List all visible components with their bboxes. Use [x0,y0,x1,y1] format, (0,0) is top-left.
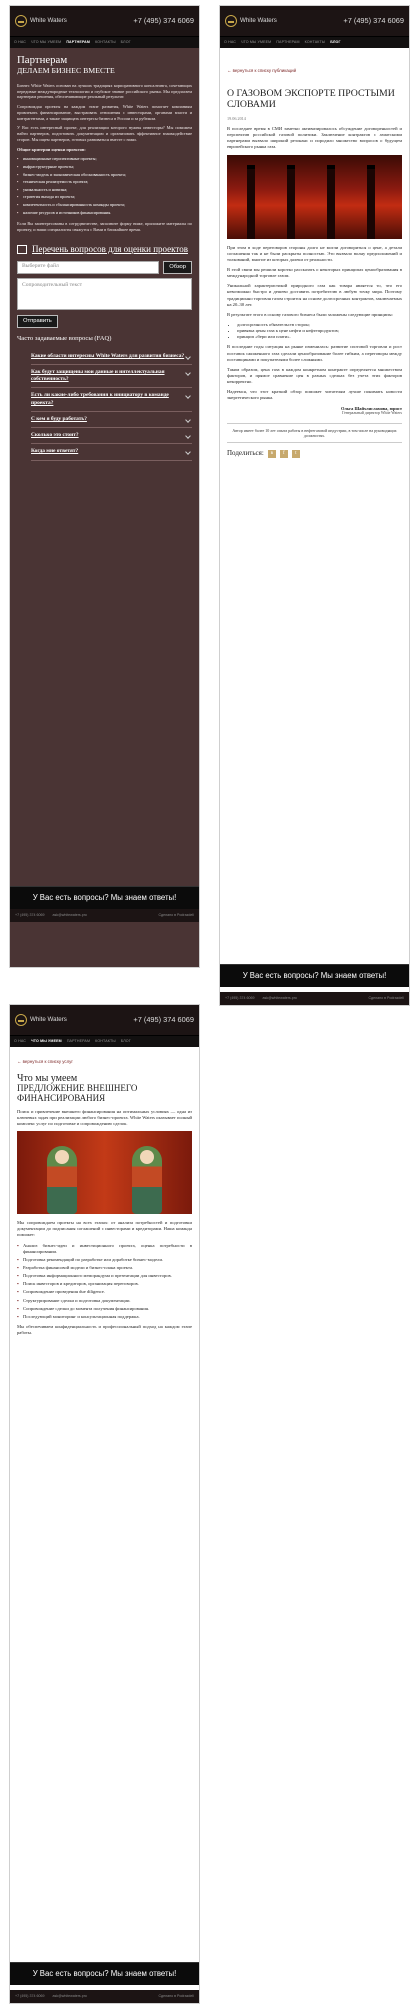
lead: Мы сопровождаем проекты на всех этапах: от анализа потребностей и подготовки документации до подписания соглашений с инвесторами и кредиторами. Наша команда поможет: [17,1220,192,1238]
footer-email[interactable]: ask@whitewaters.pro [52,1994,87,1999]
facebook-icon[interactable]: f [280,450,288,458]
nav-item-skills[interactable]: ЧТО МЫ УМЕЕМ [31,40,62,45]
article-content [220,48,409,916]
list-item: ▪ Разработка финансовой модели и бизнес-плана проекта. [17,1265,192,1271]
gate-post [367,165,375,239]
page-subtitle: ПРЕДЛОЖЕНИЕ ВНЕШНЕГО ФИНАНСИРОВАНИЯ [17,1082,138,1103]
header-phone[interactable]: +7 (495) 374 6069 [343,16,404,26]
share-label: Поделиться: [227,449,264,458]
paragraph: При этом в ходе переговоров стороны долго не могли договориться о цене, а детали соглашения так и не были раскрыты полностью. Это вызвало волну предположений и толкований, многие из которых далеки от реальности. [227,244,402,262]
comment-textarea[interactable]: Сопроводительный текст [17,278,192,310]
vk-icon[interactable]: в [268,450,276,458]
nav-item-about[interactable]: О НАС [14,40,27,45]
criteria-title: Общие критерии оценки проектов: [17,146,86,152]
outro: Мы обеспечиваем конфиденциальность и профессиональный подход на каждом этапе работы. [17,1323,192,1336]
list-item: ▪ наличие ресурсов и источников финансирования. [17,210,192,216]
faq-item[interactable]: С кем я буду работать? [31,412,192,428]
twitter-icon[interactable]: t [292,450,300,458]
list-item: • привязка цены газа к цене нефти и нефтепродуктов; [237,328,402,334]
header-phone[interactable]: +7 (495) 374 6069 [133,16,194,26]
article-date: 19.06.2014 [227,116,246,122]
principles-list [237,322,402,340]
footer-credit[interactable]: Сделано в Podrazdeli [158,913,194,918]
paragraph: В этой связи мы решили коротко рассказать о некоторых принципах ценообразования в международной торговле газом. [227,267,402,279]
footer-phone[interactable]: +7 (495) 374 6069 [225,996,255,1001]
financing-page [9,1004,200,2004]
paragraph: У Вас есть интересный проект, для реализации которого нужны инвесторы? Мы поможем найти партнеров, подготовить документацию и организовать эффективное взаимодействие сторон. Мы ищем партнеров, готовых развиваться вместе с нами. [17,125,192,142]
faq-item[interactable]: Когда мне ответят? [31,444,192,460]
paragraph: Таким образом, цена газа в каждом конкретном контракте определяется множеством факторов, и прямое сравнение цен в разных сделках без учета этих факторов некорректно. [227,366,402,385]
list-item: • долгосрочность обязательств сторон; [237,322,402,328]
page-subtitle: ДЕЛАЕМ БИЗНЕС ВМЕСТЕ [17,66,115,76]
site-header [10,1005,199,1036]
article-image [227,155,402,239]
site-header [220,6,409,37]
list-item: ▪ Подготовка рекомендаций по разработке или доработке бизнес-модели. [17,1257,192,1263]
list-item: ▪ инновационные перспективные проекты; [17,156,192,162]
nav-item-skills[interactable]: ЧТО МЫ УМЕЕМ [31,1039,62,1044]
article-intro: В последнее время в СМИ заметно активизировалось обсуждение договоренностей и перспектив российской газовой политики. Заключение контрактов с азиатскими партнерами вызвало широкий резонанс и породило множество вопросов о будущем европейского рынка газа. [227,126,402,150]
site-header [10,6,199,37]
file-input[interactable]: Выберите файл [17,261,159,274]
browse-button[interactable]: Обзор [163,261,192,274]
partners-content [10,48,199,878]
paragraph: Уникальной характеристикой природного газа как товара является то, что его невозможно быстро и дешево доставить потребителю в любую точку мира. Поэтому традиционно торговля газом строится на основе долгосрочных контрактов, заключаемых на 20–30 лет. [227,283,402,307]
list-item: • принцип «бери или плати». [237,334,402,340]
footer-credit[interactable]: Сделано в Podrazdeli [158,1994,194,1999]
nav-item-about[interactable]: О НАС [224,40,237,45]
questionnaire-label: Перечень вопросов для оценки проектов [32,243,188,254]
partners-page [9,5,200,968]
footer [220,992,409,1005]
questionnaire-link[interactable] [17,243,192,255]
nav-item-about[interactable]: О НАС [14,1039,27,1044]
gate-post [247,165,255,239]
article-title: О ГАЗОВОМ ЭКСПОРТЕ ПРОСТЫМИ СЛОВАМИ [227,87,395,111]
author-signature: Ольга Шайхлисламова, юрист [340,405,402,411]
footer-phone[interactable]: +7 (495) 374 6069 [15,913,45,918]
footer-phone[interactable]: +7 (495) 374 6069 [15,1994,45,1999]
nav-item-partners[interactable]: ПАРТНЕРАМ [66,1039,91,1044]
file-row [17,261,192,274]
main-nav [10,1036,199,1047]
logo-text: White Waters [30,1015,67,1023]
nav-item-skills[interactable]: ЧТО МЫ УМЕЕМ [241,40,272,45]
gate-post [327,165,335,239]
questions-banner[interactable]: У Вас есть вопросы? Мы знаем ответы! [10,1962,199,1985]
page-title: Что мы умеем [17,1072,78,1084]
list-item: ▪ стратегия выхода из проекта; [17,194,192,200]
service-image [17,1131,192,1214]
nav-item-blog[interactable]: БЛОГ [120,1039,131,1044]
logo-text: White Waters [30,16,67,24]
footer [10,909,199,922]
main-nav [10,37,199,48]
paragraph: Сопровождая проекты на каждом этапе развития, White Waters помогает компаниям привлекать финансирование, выстраивать отношения с инвесторами, органами власти и контрагентами, а также защищать интересы бизнеса в России и за рубежом. [17,104,192,121]
back-link[interactable]: ← вернуться к списку услуг [17,1059,73,1064]
logo[interactable] [15,15,67,27]
faq-item[interactable]: Сколько это стоит? [31,428,192,444]
list-item: ▪ Структурирование сделки и подготовка документации. [17,1298,192,1304]
nav-item-partners[interactable]: ПАРТНЕРАМ [276,40,300,45]
list-item: ▪ Сопровождение проведения due diligence. [17,1289,192,1295]
back-link[interactable]: ← вернуться к списку публикаций [227,68,297,73]
nav-item-contacts[interactable]: КОНТАКТЫ [95,1039,116,1044]
service-list [17,1243,192,1320]
paragraph: Надеемся, что этот краткий обзор поможет читателям лучше понимать новости энергетического рынка. [227,389,402,401]
nav-item-contacts[interactable]: КОНТАКТЫ [95,40,116,45]
header-phone[interactable]: +7 (495) 374 6069 [133,1015,194,1025]
logo[interactable] [15,1014,67,1026]
share-block [227,449,402,458]
financing-content [10,1047,199,1947]
list-item: ▪ компетентность и сбалансированность команды проекта; [17,202,192,208]
footer-credit[interactable]: Сделано в Podrazdeli [368,996,404,1001]
nav-item-blog[interactable]: БЛОГ [120,40,131,45]
document-icon [17,245,27,254]
list-item: ▪ Последующий мониторинг и консультационная поддержка. [17,1314,192,1320]
questions-banner[interactable]: У Вас есть вопросы? Мы знаем ответы! [10,886,199,909]
faq-item[interactable]: Какие области интересны White Waters для развития бизнеса? [31,349,192,365]
faq-title: Часто задаваемые вопросы (FAQ) [17,334,112,342]
submit-button[interactable]: Отправить [17,315,58,328]
list-item: ▪ техническая реализуемость проекта; [17,179,192,185]
gate-post [287,165,295,239]
faq-item[interactable]: Как будут защищены мои данные и интеллектуальная собственность? [31,365,192,388]
logo[interactable] [225,15,277,27]
paragraph: В результате этого в основу газового бизнеса были заложены следующие принципы: [227,311,393,317]
paragraph: Бизнес White Waters основан на лучших традициях корпоративного консалтинга, сочетающих передовые международные технологии и глубокое знание российского рынка. Мы предлагаем партнерам решения, обеспечивающие реальный результат. [17,82,192,100]
list-item: ▪ Анализ бизнес-идеи и инвестиционного проекта, оценка потребности в финансировании. [17,1243,192,1255]
intro: Поиск и привлечение внешнего финансирования на оптимальных условиях — одна из ключевых задач при реализации любого бизнес-проекта. White Waters оказывает полный комплекс услуг по подготовке и сопровождению сделок. [17,1108,192,1126]
questions-banner[interactable]: У Вас есть вопросы? Мы знаем ответы! [220,964,409,987]
author-role: Генеральный директор White Waters [342,411,402,416]
main-nav [220,37,409,48]
nav-item-partners[interactable]: ПАРТНЕРАМ [66,40,91,45]
list-item: ▪ Подготовка информационного меморандума и презентации для инвесторов. [17,1273,192,1279]
logo-icon [15,15,27,27]
contact-note: Если Вы заинтересованы в сотрудничестве, заполните форму ниже, приложите материалы по проекту, и наши специалисты свяжутся с Вами в ближайшее время. [17,221,192,233]
nav-item-blog[interactable]: БЛОГ [330,40,341,45]
paragraph: В последние годы ситуация на рынке изменилась: развитие спотовой торговли и рост поставок сжиженного газа сделали ценообразование более гибким, а переговоры между поставщиками и покупателями более сложными. [227,344,402,362]
faq-item[interactable]: Есть ли какие-либо требования к инициатору в команде проекта? [31,388,192,411]
page-title: Партнерам [17,54,68,66]
footer-email[interactable]: ask@whitewaters.pro [262,996,297,1001]
article-page [219,5,410,1006]
list-item: ▪ инфраструктурные проекты; [17,164,192,170]
list-item: ▪ Поиск инвесторов и кредиторов, организация переговоров. [17,1281,192,1287]
statue [132,1146,162,1214]
logo-icon [225,15,237,27]
list-item: ▪ Сопровождение сделки до момента получения финансирования. [17,1306,192,1312]
list-item: ▪ бизнес-модель и экономическая обоснованность проекта; [17,172,192,178]
nav-item-contacts[interactable]: КОНТАКТЫ [304,40,326,45]
statue [47,1146,77,1214]
criteria-list [17,156,192,215]
logo-icon [15,1014,27,1026]
footer-email[interactable]: ask@whitewaters.pro [52,913,87,918]
author-note: Автор имеет более 10 лет опыта работы в нефтегазовой индустрии, в том числе на руководящих должностях. [227,423,402,444]
logo-text: White Waters [240,16,277,24]
footer [10,1990,199,2003]
list-item: ▪ уникальность и новизна; [17,187,192,193]
